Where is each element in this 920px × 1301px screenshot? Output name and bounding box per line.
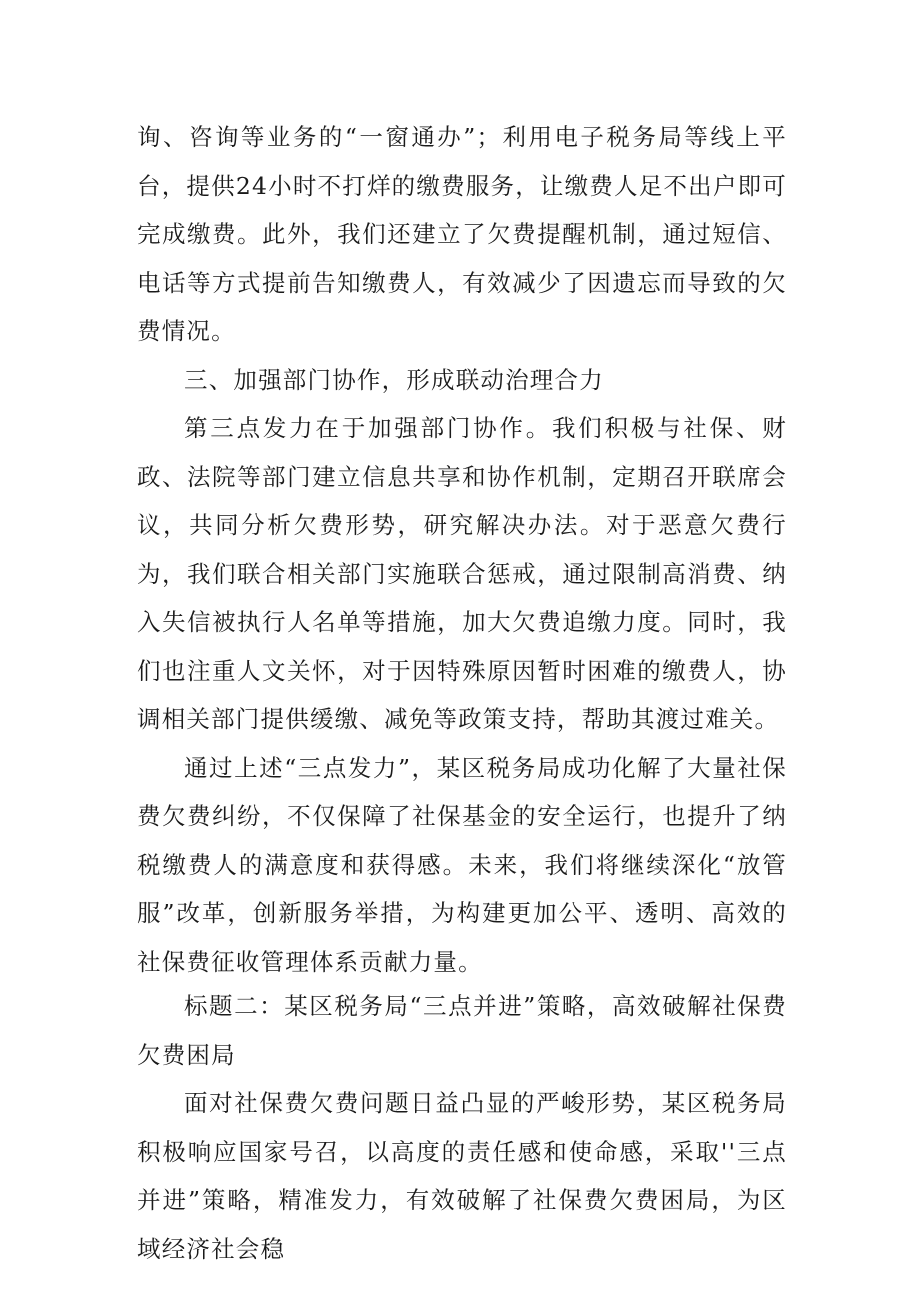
paragraph-department-cooperation: 第三点发力在于加强部门协作。我们积极与社保、财政、法院等部门建立信息共享和协作机制，定期召开联席会议，共同分析欠费形势，研究解决办法。对于恶意欠费行为，我们联合相关部门实施联合惩戒，通过限制高消费、纳入失信被执行人名单等措施，加大欠费追缴力度。同时，我们也注重人文关怀，对于因特殊原因暂时困难的缴费人，协调相关部门提供缓缴、减免等政策支持，帮助其渡过难关。	[137, 414, 787, 733]
body-block-1	[137, 113, 787, 986]
paragraph-service-continuation: 询、咨询等业务的“一窗通办”；利用电子税务局等线上平台，提供24小时不打烊的缴费服务，让缴费人足不出户即可完成缴费。此外，我们还建立了欠费提醒机制，通过短信、电话等方式提前告知缴费人，有效减少了因遗忘而导致的欠费情况。	[137, 123, 787, 345]
section-heading-three: 三、加强部门协作，形成联动治理合力	[184, 365, 604, 394]
body-block-2	[137, 982, 787, 1273]
title-two: 标题二：某区税务局“三点并进”策略，高效破解社保费欠费困局	[137, 992, 787, 1069]
paragraph-title-two-intro: 面对社保费欠费问题日益凸显的严峻形势，某区税务局积极响应国家号召，以高度的责任感和使命感，采取''三点并进”策略，精准发力，有效破解了社保费欠费困局，为区域经济社会稳	[137, 1089, 787, 1263]
paragraph-conclusion: 通过上述“三点发力”，某区税务局成功化解了大量社保费欠费纠纷，不仅保障了社保基金的安全运行，也提升了纳税缴费人的满意度和获得感。未来，我们将继续深化“放管服”改革，创新服务举措，为构建更加公平、透明、高效的社保费征收管理体系贡献力量。	[137, 753, 787, 976]
